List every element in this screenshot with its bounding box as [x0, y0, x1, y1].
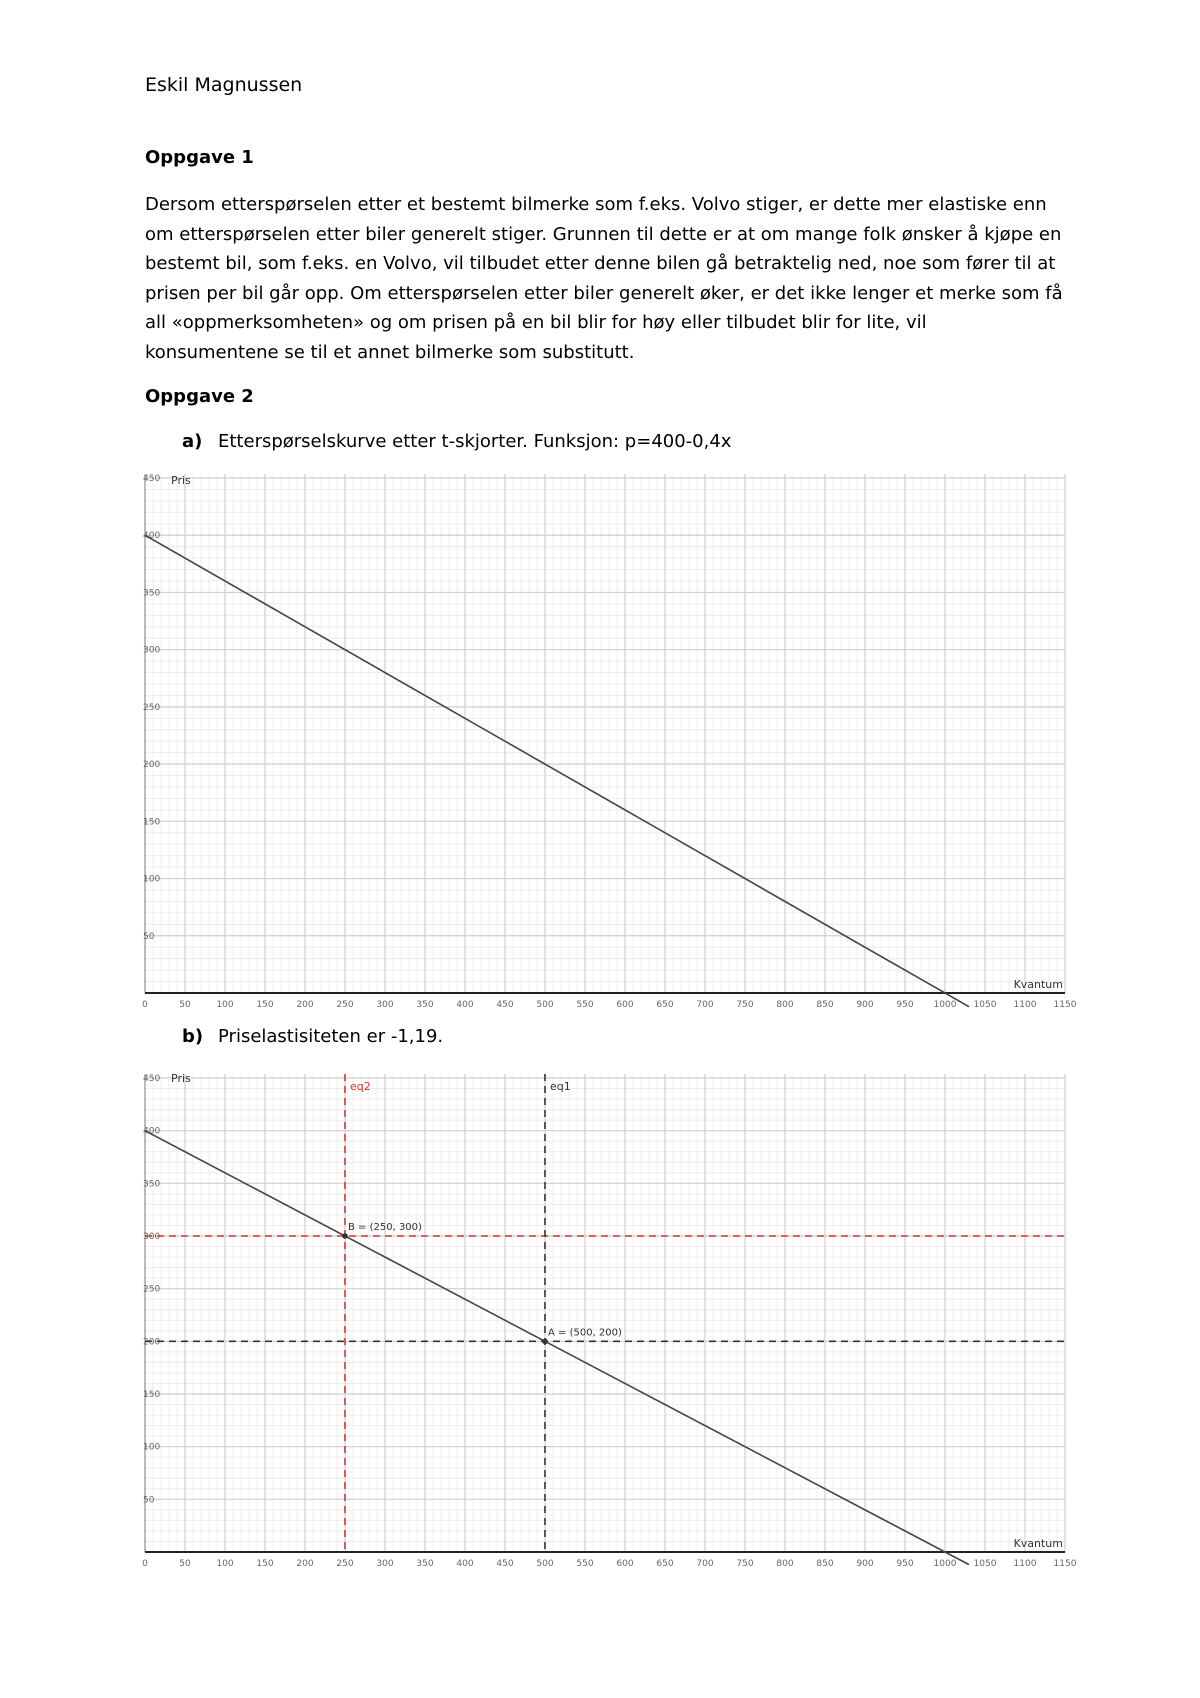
x-tick-label: 250 — [336, 1559, 354, 1569]
x-tick-label: 500 — [536, 1559, 554, 1569]
y-tick-label: 250 — [143, 702, 161, 713]
x-tick-label: 550 — [576, 1000, 594, 1010]
x-tick-label: 1150 — [1053, 1559, 1077, 1569]
y-tick-label: 200 — [143, 1337, 161, 1348]
author-name: Eskil Magnussen — [145, 74, 303, 96]
x-tick-label: 1150 — [1053, 1000, 1077, 1010]
data-point — [542, 1339, 548, 1345]
x-tick-label: 400 — [456, 1000, 474, 1010]
x-tick-label: 350 — [416, 1000, 434, 1010]
x-tick-label: 1050 — [973, 1559, 997, 1569]
paragraph-line: bestemt bil, som f.eks. en Volvo, vil tilbudet etter denne bilen gå betraktelig ned, noe som fører til at — [145, 253, 1056, 274]
y-tick-label: 350 — [143, 588, 161, 599]
x-tick-label: 650 — [656, 1000, 674, 1010]
x-tick-label: 750 — [736, 1000, 754, 1010]
x-tick-label: 700 — [696, 1000, 714, 1010]
paragraph-line: prisen per bil går opp. Om etterspørselen etter biler generelt øker, er det ikke lenger et merke som få — [145, 282, 1063, 304]
x-tick-label: 1000 — [933, 1559, 957, 1569]
y-tick-label: 450 — [143, 474, 161, 484]
reference-line-label: eq1 — [550, 1080, 571, 1093]
item-label: a) — [182, 431, 203, 452]
x-tick-label: 600 — [616, 1000, 634, 1010]
paragraph-line: Dersom etterspørselen etter et bestemt bilmerke som f.eks. Volvo stiger, er dette mer elastiske enn — [145, 194, 1047, 215]
y-axis-label: Pris — [171, 1072, 191, 1085]
x-tick-label: 400 — [456, 1559, 474, 1569]
x-tick-label: 0 — [142, 1000, 148, 1010]
y-tick-label: 300 — [143, 1232, 161, 1242]
y-tick-label: 450 — [143, 1074, 161, 1084]
x-tick-label: 900 — [856, 1559, 874, 1569]
y-tick-label: 150 — [143, 1390, 161, 1400]
data-point-label: A = (500, 200) — [548, 1327, 622, 1339]
x-tick-label: 450 — [496, 1000, 514, 1010]
x-tick-label: 150 — [256, 1559, 274, 1569]
x-tick-label: 450 — [496, 1559, 514, 1569]
x-tick-label: 1050 — [973, 1000, 997, 1010]
y-tick-label: 100 — [143, 1442, 161, 1453]
x-tick-label: 200 — [296, 1559, 314, 1569]
paragraph-line: konsumentene se til et annet bilmerke som substitutt. — [145, 341, 635, 363]
demand-curve-chart — [142, 468, 1077, 1013]
x-tick-label: 850 — [816, 1000, 834, 1010]
y-tick-label: 200 — [143, 760, 161, 771]
y-tick-label: 300 — [143, 645, 161, 656]
x-tick-label: 650 — [656, 1559, 674, 1569]
y-tick-label: 250 — [143, 1284, 161, 1295]
x-tick-label: 800 — [776, 1000, 794, 1010]
y-tick-label: 400 — [143, 531, 161, 542]
task1-heading: Oppgave 1 — [145, 147, 254, 168]
x-tick-label: 700 — [696, 1559, 714, 1569]
x-tick-label: 750 — [736, 1559, 754, 1569]
x-tick-label: 250 — [336, 1000, 354, 1010]
data-point — [342, 1233, 348, 1239]
x-tick-label: 300 — [376, 1559, 394, 1569]
x-tick-label: 350 — [416, 1559, 434, 1569]
paragraph-line: all «oppmerksomheten» og om prisen på en bil blir for høy eller tilbudet blir for lite, vil — [145, 312, 927, 333]
x-tick-label: 500 — [536, 1000, 554, 1010]
x-tick-label: 50 — [179, 1559, 191, 1569]
paragraph-line: om etterspørselen etter biler generelt stiger. Grunnen til dette er at om mange folk ønsker å kjøpe en — [145, 223, 1062, 245]
x-tick-label: 850 — [816, 1559, 834, 1569]
x-tick-label: 100 — [216, 1000, 234, 1010]
y-tick-label: 150 — [143, 817, 161, 828]
x-tick-label: 600 — [616, 1559, 634, 1569]
data-point-label: B = (250, 300) — [348, 1222, 422, 1233]
x-tick-label: 100 — [216, 1559, 234, 1569]
reference-line-label: eq2 — [350, 1080, 371, 1093]
item-text: Etterspørselskurve etter t-skjorter. Funksjon: p=400-0,4x — [218, 431, 732, 452]
task1-paragraph — [145, 190, 1070, 367]
x-tick-label: 950 — [896, 1559, 914, 1569]
x-axis-label: Kvantum — [1013, 1537, 1063, 1550]
y-tick-label: 100 — [143, 874, 161, 885]
x-tick-label: 1100 — [1013, 1000, 1037, 1010]
x-tick-label: 150 — [256, 1000, 274, 1010]
x-tick-label: 200 — [296, 1000, 314, 1010]
x-tick-label: 50 — [179, 1000, 191, 1010]
x-tick-label: 1000 — [933, 1000, 957, 1010]
task2-heading: Oppgave 2 — [145, 386, 254, 407]
y-tick-label: 50 — [143, 1495, 155, 1506]
x-tick-label: 950 — [896, 1000, 914, 1010]
price-elasticity-chart — [142, 1062, 1077, 1572]
x-axis-label: Kvantum — [1013, 978, 1063, 991]
x-tick-label: 300 — [376, 1000, 394, 1010]
x-tick-label: 0 — [142, 1559, 148, 1569]
y-axis-label: Pris — [171, 474, 191, 487]
y-tick-label: 400 — [143, 1126, 161, 1137]
item-text: Priselastisiteten er -1,19. — [218, 1026, 444, 1047]
x-tick-label: 1100 — [1013, 1559, 1037, 1569]
item-label: b) — [182, 1026, 204, 1047]
x-tick-label: 550 — [576, 1559, 594, 1569]
y-tick-label: 50 — [143, 931, 155, 942]
x-tick-label: 900 — [856, 1000, 874, 1010]
x-tick-label: 800 — [776, 1559, 794, 1569]
y-tick-label: 350 — [143, 1179, 161, 1190]
